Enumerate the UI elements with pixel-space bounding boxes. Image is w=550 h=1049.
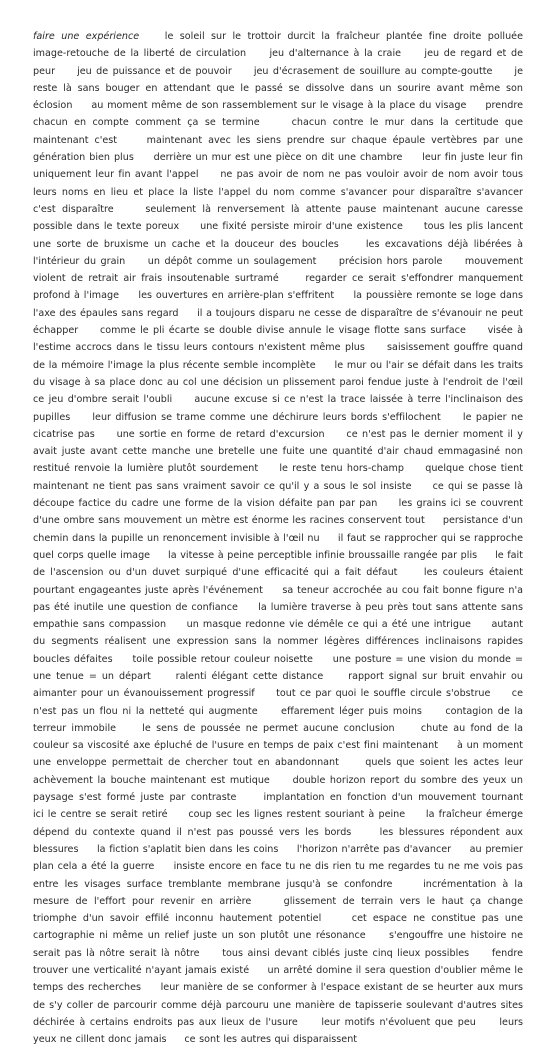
body-text: le soleil sur le trottoir durcit la fraîcheur plantée fine droite polluée image-retouche de la liberté de circulation jeu d'alternance à la craie jeu de regard et de peur jeu de puissance et de pouvoir jeu d'écrasement de souillure au compte-goutte je reste là sans bouger en attendant que le passé se dissolve dans un sourire avant même son éclosion au moment même de son rassemblement sur le visage à la place du visage prendre chacun en compte comment ça se termine chacun contre le mur dans la certitude que maintenant c'est maintenant avec les siens prendre sur chaque épaule vertèbres par une génération bien plus derrière un mur est une pièce on dit une chambre leur fin juste leur fin uniquement leur fin avant l'appel ne pas avoir de nom ne pas vouloir avoir de nom avoir tous leurs noms en lieu et place la liste l'appel du nom comme s'avancer pour disparaître s'avancer c'est disparaître seulement là renversement là attente pause maintenant aucune caresse possible dans le texte poreux une fixité persiste miroir d'une existence tous les plis lancent une sorte de bruxisme un cache et la douceur des boucles les excavations déjà libérées à l'intérieur du grain un dépôt comme un soulagement précision hors parole mouvement violent de retrait air frais insoutenable surtramé regarder ce serait s'effondrer manquement profond à l'image les ouvertures en arrière-plan s'effritent la poussière remonte se loge dans l'axe des épaules sans regard il a toujours disparu ne cesse de disparaître de s'évanouir ne peut échapper comme le pli écarte se double divise annule le visage flotte sans surface visée à l'estime accrocs dans le tissu leurs contours n'existent même plus saisissement gouffre quand de la mémoire l'image la plus récente semble incomplète le mur ou l'air se défait dans les traits du visage à sa place donc au col une décision un plissement paroi fendue juste à l'endroit de l'œil ce jeu d'ombre serait l'oubli aucune excuse si ce n'est la trace laissée à terre l'inclinaison des pupilles leur diffusion se trame comme une déchirure leurs bords s'effilochent le papier ne cicatrise pas une sortie en forme de retard d'excursion ce n'est pas le dernier moment il y avait juste avant cette manche une bretelle une fuite une quantité d'air chaud emmagasiné non restitué renvoie la lumière plutôt sourdement le reste tenu hors-champ quelque chose tient maintenant ne tient pas sans vraiment savoir ce qu'il y a sous le sol insiste ce qui se passe là découpe factice du cadre une forme de la vision défaite pan par pan les grains ici se couvrent d'une ombre sans mouvement un mètre est énorme les racines conservent tout persistance d'un chemin dans la pupille un renoncement invisible à l'œil nu il faut se rapprocher qui se rapproche quel corps quelle image la vitesse à peine perceptible infinie broussaille rangée par plis le fait de l'ascension ou d'un duvet surpiqué d'une efficacité qui a fait défaut les couleurs étaient pourtant engageantes juste après l'événement sa teneur accrochée au cou fait bonne figure n'a pas été inutile une question de confiance la lumière traverse à peu près tout sans attente sans empathie sans compassion un masque redonne vie démêle ce qui a été une intrigue autant du segments réalisent une expression sans la nommer légères différences inclinaisons rapides boucles défaites toile possible retour couleur noisette une posture = une vision du monde = une tenue = un départ ralenti élégant cette distance rapport signal sur bruit envahir ou aimanter pour un évanouissement progressif tout ce par quoi le souffle circule s'obstrue ce n'est pas un flou ni la netteté qui augmente effarement léger puis moins contagion de la terreur immobile le sens de poussée ne permet aucune conclusion chute au fond de la couleur sa viscosité axe épluché de l'usure en temps de paix c'est fini maintenant à un moment une enveloppe permettait de chercher tout en abandonnant quels que soient les actes leur achèvement la bouche maintenant est mutique double horizon report du sombre des yeux un paysage s'est formé juste par contraste implantation en fonction d'un mouvement tournant ici le centre se serait retiré coup sec les lignes restent souriant à peine la fraîcheur émerge dépend du contexte quand il n'est pas poussé vers les bords les blessures répondent aux blessures la fiction s'aplatit bien dans les coins l'horizon n'arrête pas d'avancer au premier plan cela a été la guerre insiste encore en face tu ne dis rien tu me regardes tu ne me vois pas entre les visages surface tremblante membrane jusqu'à se confondre incrémentation à la mesure de l'effort pour revenir en arrière glissement de terrain vers le haut ça change triomphe d'un savoir effilé inconnu hautement potentiel cet espace ne constitue pas une cartographie ni même un relief juste un son plutôt une résonance s'engouffre une histoire ne serait pas là nôtre serait là nôtre tous ainsi devant ciblés juste cinq lieux possibles fendre trouver une verticalité n'ayant jamais existé un arrêté domine il sera question d'oublier même le temps des recherches leur manière de se conformer à l'espace existant de se heurter aux murs de s'y coller de parcourir comme déjà parcouru une manière de tapisserie soulevant d'autres sites déchirée à certains endroits pas aux lieux de l'usure leur motifs n'évoluent que peu leurs yeux ne cillent donc jamais ce sont les autres qui disparaissent [33, 31, 541, 1046]
paragraph [33, 28, 541, 1049]
text-block [33, 28, 541, 1049]
lead-phrase: faire une expérience [33, 31, 140, 42]
